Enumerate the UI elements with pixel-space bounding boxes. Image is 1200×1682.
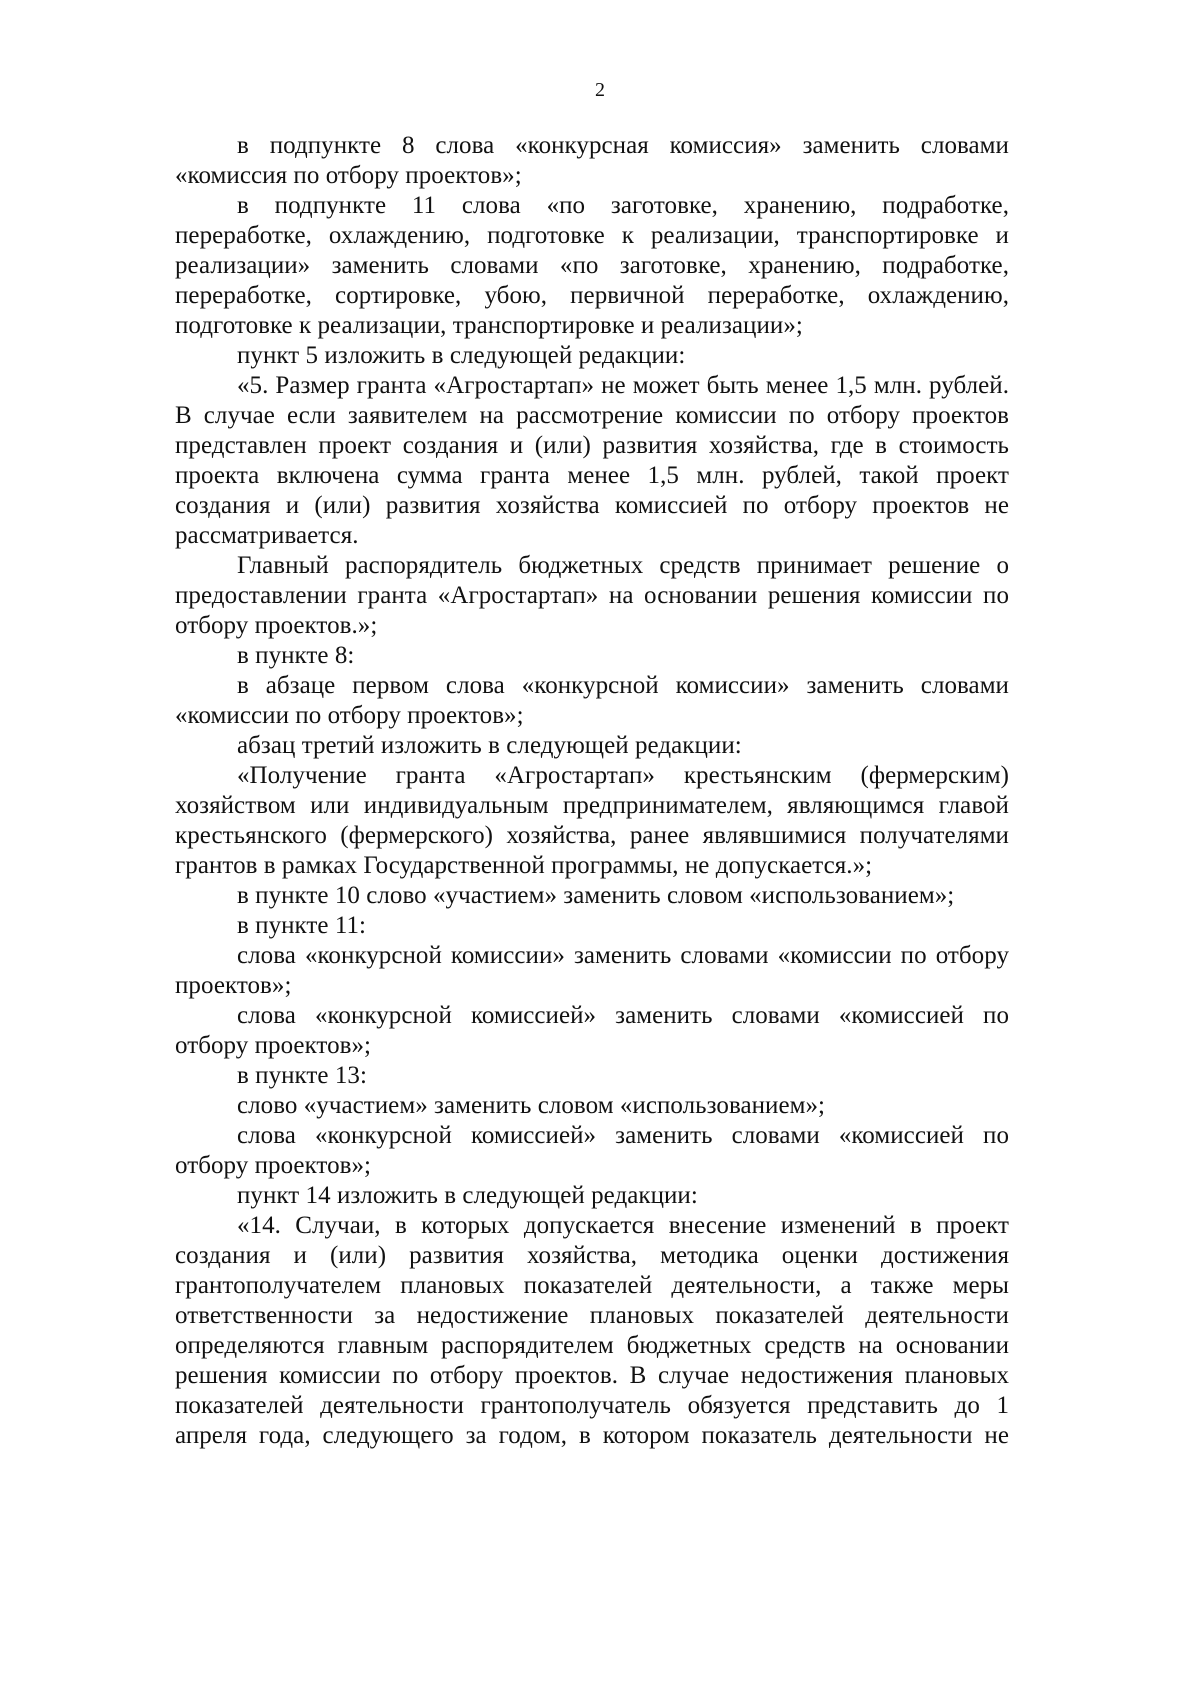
paragraph: в пункте 10 слово «участием» заменить словом «использованием»;: [237, 882, 955, 909]
paragraph: в пункте 13:: [237, 1062, 367, 1089]
paragraph: «14. Случаи, в которых допускается внесение изменений в проект создания и (или) развития хозяйства, методика оценки достижения грантополучателем плановых показателей деятельности, а также меры ответственности за недостижение плановых показателей деятельности определяются главным распорядителем бюджетных средств на основании решения комиссии по отбору проектов. В случае недостижения плановых показателей деятельности грантополучатель обязуется представить до 1 апреля года, следующего за годом, в котором показатель деятельности не: [175, 1212, 1009, 1449]
page-number: 2: [595, 79, 605, 101]
paragraph: «Получение гранта «Агростартап» крестьянским (фермерским) хозяйством или индивидуальным предпринимателем, являющимся главой крестьянского (фермерского) хозяйства, ранее являвшимися получателями грантов в рамках Государственной программы, не допускается.»;: [175, 762, 1009, 879]
paragraph: «5. Размер гранта «Агростартап» не может быть менее 1,5 млн. рублей. В случае если заявителем на рассмотрение комиссии по отбору проектов представлен проект создания и (или) развития хозяйства, где в стоимость проекта включена сумма гранта менее 1,5 млн. рублей, такой проект создания и (или) развития хозяйства комиссией по отбору проектов не рассматривается.: [175, 372, 1009, 549]
paragraph: в пункте 8:: [237, 642, 355, 669]
paragraph: в абзаце первом слова «конкурсной комиссии» заменить словами «комиссии по отбору проектов»;: [175, 672, 1009, 729]
paragraph: в подпункте 8 слова «конкурсная комиссия» заменить словами «комиссия по отбору проектов»;: [175, 132, 1009, 189]
paragraph: слова «конкурсной комиссией» заменить словами «комиссией по отбору проектов»;: [175, 1002, 1009, 1059]
paragraph: в пункте 11:: [237, 912, 367, 939]
paragraph: абзац третий изложить в следующей редакции:: [237, 732, 742, 759]
document-body: [175, 131, 1009, 1451]
paragraph: в подпункте 11 слова «по заготовке, хранению, подработке, переработке, охлаждению, подготовке к реализации, транспортировке и реализации» заменить словами «по заготовке, хранению, подработке, переработке, сортировке, убою, первичной переработке, охлаждению, подготовке к реализации, транспортировке и реализации»;: [175, 192, 1009, 339]
paragraph: слово «участием» заменить словом «использованием»;: [237, 1092, 826, 1119]
paragraph: слова «конкурсной комиссии» заменить словами «комиссии по отбору проектов»;: [175, 942, 1009, 999]
paragraph: пункт 5 изложить в следующей редакции:: [237, 342, 686, 369]
paragraph: пункт 14 изложить в следующей редакции:: [237, 1182, 698, 1209]
paragraph: слова «конкурсной комиссией» заменить словами «комиссией по отбору проектов»;: [175, 1122, 1009, 1179]
paragraph: Главный распорядитель бюджетных средств принимает решение о предоставлении гранта «Агростартап» на основании решения комиссии по отбору проектов.»;: [175, 552, 1009, 639]
